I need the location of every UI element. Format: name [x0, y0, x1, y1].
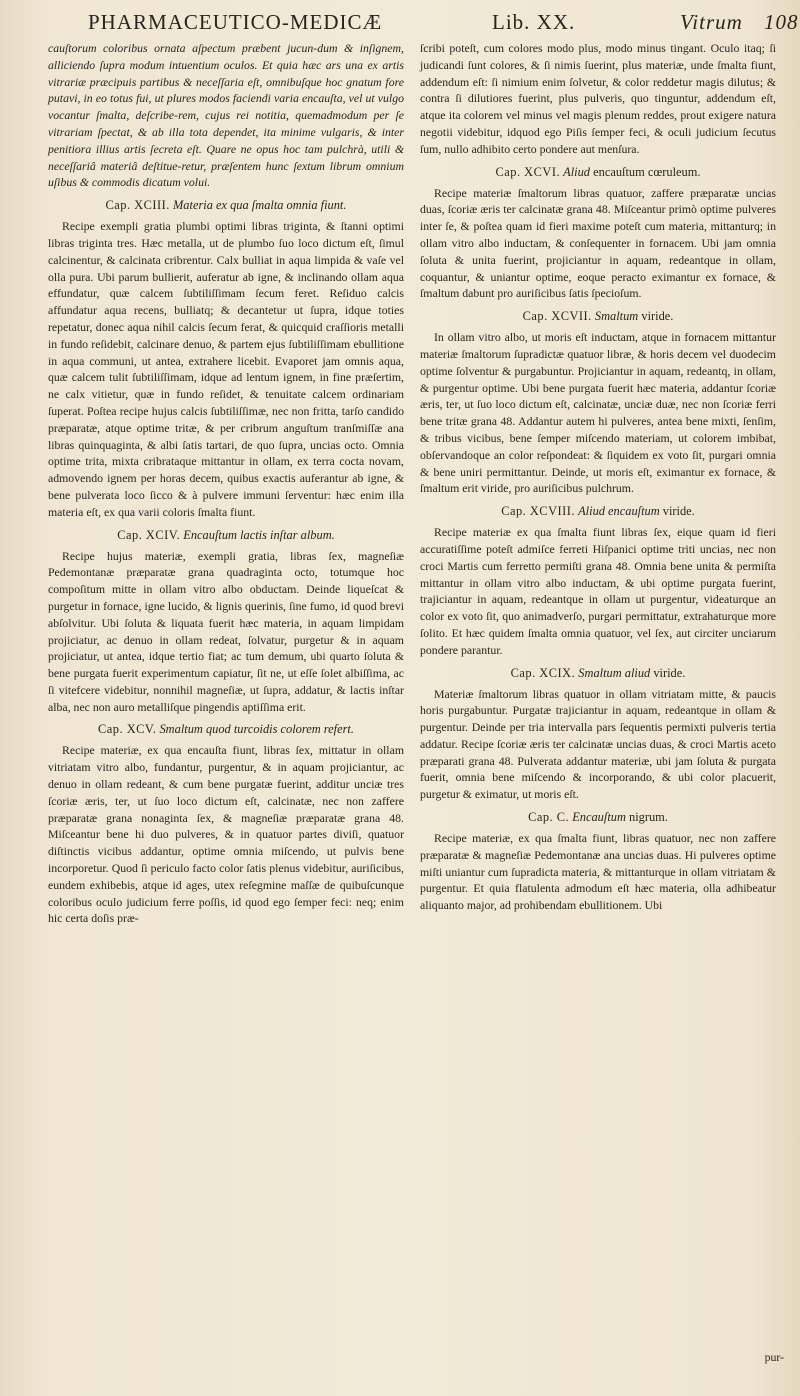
chapter-number: Cap. XCV.: [98, 722, 157, 737]
left-column: [48, 40, 404, 929]
intro-paragraph: cauſtorum coloribus ornata aſpectum præbent jucun-dum & inſignem, alliciendo ſupra modum intuentium oculos. Et quia hæc ars una ex artis vitrariæ præcipuis partibus & neceſſaria eſt, omnibuſque hoc gnatum fore putavi, in eo totus fui, ut plures modos faciendi varia encauſta, vel ut vulgo vocantur ſmalta, deſcribe-rem, cujus rei notitia, quemadmodum per ſe vitrariam ſpectat, & ab illa tota dependet, ita minime vulgaris, & inter penitiora illius artis ſecreta eſt. Quare ne opus hoc tam pulchrà, utili & neceſſariâ materiâ deſtitue-retur, præſentem hunc ſextum librum omnium uſibus & commodis dicatum volui.: [48, 41, 404, 190]
chapter-number: Cap. XCVIII.: [501, 504, 575, 519]
chapter-heading: [420, 503, 776, 520]
chapter-number: Cap. C.: [528, 810, 570, 825]
chapter-text: Recipe materiæ ex qua ſmalta fiunt libras ſex, eique quam id fieri accuratiſſime poteſt admiſce ferreti Hiſpanici optime triti uncias, nec non croci Martis cum ferretto permiſti grana 48. Omnia bene unita & permiſta mittantur in ollam vitro albo inductam, & ubi optime purgata fuerint, trajiciantur in aquam, redeantque in ollam ut purgentur, videaturque an color ex voto ſit, quo animadverſo, purgari permittatur, extrahaturque more ſolito. Et hæc quidem ſmalta omnia quatuor, vel ſex, aut circiter unciarum pondere parantur.: [420, 525, 776, 657]
chapter-number: Cap. XCVI.: [495, 164, 561, 179]
chapter-title-rest: ſmalta omnia fiunt.: [251, 198, 347, 213]
chapter-title: Encauſtum: [183, 527, 237, 542]
chapter-heading: [48, 527, 404, 544]
chapter-title-rest: encauſtum cœruleum.: [593, 164, 701, 179]
chapter-title-rest: lactis inſtar album.: [240, 527, 335, 542]
chapter-title-rest: viride.: [662, 504, 695, 519]
chapter-text: Recipe hujus materiæ, exempli gratia, libras ſex, magneſiæ Pedemontanæ præparatæ grana quadraginta octo, totumque hoc compoſitum mitte in ollam vitro albo obductam. Deinde liqueſcat & purgetur in fornace, igne lucido, & lignis querinis, ſine fumo, id quod brevi abſolvitur. Ubi ſoluta & liquata fuerit hæc materia, in aquam limpidam projiciatur, ac denuo in ollam redeat, ſolvatur, purgetur & in aquam projiciatur, ut antea, idque tertio fiat; ac tum demum, ubi quarto ſoluta & bene purgata fuerit experimentum capiatur, ſit ne, ut eſſe ſolet albiſſima, ac ſi vitefcere videbitur, nonnihil magneſiæ, ut ſupra, addatur, & lactis inſtar alba, nec non auro metalliſque pingendis aptiſſima erit.: [48, 548, 404, 714]
continued-paragraph: ſcribi poteſt, cum colores modo plus, modo minus tingant. Oculo itaq; ſi judicandi ſunt colores, & ſi nimis ſuerint, plus materiæ, unde ſmalta fiunt, addendum eſt: ſi nimium enim ſolvetur, & color reddetur magis dilutus; & contra ſi dilutiores fuerint, plus pulveris, quo tinguntur, addendum eſt, atque ita colorem vel minus vel magis plenum reddes, prout exigere natura negotii videbitur, idquod ego Piſis ſemper feci, & oculi judicium ſecutus ſum, nullo adhibito certo pondere aut menſura.: [420, 41, 776, 156]
chapter-text: Materiæ ſmaltorum libras quatuor in ollam vitriatam mitte, & paucis horis purgabuntur. Purgatæ trajiciantur in aquam, redeantque in ollam & purgentur. Deinde per tria intervalla pars ſequentis permixti pulveris tertia addatur. Recipe ſcoriæ æris ter calcinatæ uncias duas, & croci Martis aceto præparati grana 48. Pulverata addantur materiæ, ubi jam ſoluta & purgata fuerit, omnia bene miſcendo & incorporando, & ubi color placuerit, purgetur & eximatur, ut moris eſt.: [420, 686, 776, 802]
chapter-text: Recipe materiæ, ex qua ſmalta fiunt, libras quatuor, nec non zaffere præparatæ & magneſiæ Pedemontanæ ana uncias duas. Hi pulveres optime miſti uniantur cum ſupradicta materia, & mittanturque in ollam vitriatam & purgentur. Et quia flatulenta admodum eſt hæc materia, olla adhibeatur aliquanto major, ad prohibendam ebullitionem. Ubi: [420, 831, 776, 913]
chapter-number: Cap. XCIX.: [510, 665, 576, 680]
chapter-title-rest: viride.: [653, 665, 686, 680]
chapter-text: In ollam vitro albo, ut moris eſt inductam, atque in fornacem mittantur materiæ ſmaltorum ſupradictæ quatuor libræ, & horis decem vel duodecim optime ſolventur & purgabuntur. Projiciantur in aquam, redeantq, in ollam, & purgentur optime. Ubi bene purgata fuerit hæc materia, addantur ſcoriæ æris, ter, ut ſuo loco dictum eſt, calcinatæ, unciæ duæ, nec non ſcoriæ ferri bene tritæ grana 48. Addantur autem hi pulveres, antea bene mixti, ſenſim, & tribus vicibus, bene ſemper miſcendo materiam, ut colorem imbibat, obſervandoque an color reſpondeat: & ſiquidem ex voto ſit, purgari omnia & bene uniri permittantur. Deinde, ut moris eſt, eximantur ex fornace, & ſmaltum erit viride, pro auriſicibus pulchrum.: [420, 330, 776, 496]
chapter-text: Recipe materiæ ſmaltorum libras quatuor, zaffere præparatæ uncias duas, ſcoriæ æris ter calcinatæ grana 48. Miſceantur primò optime pulveres inter ſe, & poſtea quam id fieri maxime poteſt cum materia, mittanturq; in ollam vitro albo inductam, & conſequenter in fornacem. Ubi jam omnia ſoluta & unita fuerint, projiciantur in aquam, redeantque in ollam, coquantur, & uniantur optime, eoque peracto eximantur ex fornace, & ſmaltum dabunt pro auriſicibus ſatis ſpecioſum.: [420, 185, 776, 301]
page-number: 108: [764, 10, 799, 34]
chapter-title-rest: turcoidis colorem refert.: [233, 722, 354, 737]
chapter-title-rest: viride.: [641, 309, 674, 324]
book-number: Lib. XX.: [492, 10, 576, 34]
chapter-text: Recipe exempli gratia plumbi optimi libras triginta, & ſtanni optimi libras triginta tres. Hæc metalla, ut de plumbo ſuo loco dictum eſt, ſimul calcinentur, & calcinata cribrentur. Calx bulliat in aqua limpida & vaſe vel olla pura. Ubi parum bullierit, auferatur ab igne, & inclinando ollam aqua effundatur, quæ calcem ſubtiliſſimam ſecum feret. Reſiduo calcis affundatur aqua recens, bulliatq; & decantetur ut ſupra, idque toties repetatur, donec aqua nihil calcis ſecum ferat, & quicquid craſſioris metalli in fundo reſidebit, calcinare denuo, & partem ejus ſubtiliſſimam ebullitione in aqua communi, ut antea, extrahere licebit. Evaporet jam omnis aqua, quæ calcem tulit ſubtiliſſimam, idque ad lentum ignem, in fine præſertim, ne calx vitietur, quæ in fundo reſidet, & tenuitate calcem ordinariam ſuperat. Poſtea recipe hujus calcis ſubtiliſſimæ, nec non fritta, tarſo candido præparatæ, atque optime tritæ, & per cribrum anguſtum tranſmiſſæ ana libras quinquaginta, & albi ſatis tartari, de quo ſupra, uncias octo. Omnia optime trita, mixta cribrataque mittantur in ollam, ex terra cocta novam, admovendo ignem per horas decem, quibus exactis auferantur ab igne, & bene pulverata loco ſicco & à pulvere immuni ſerventur: hæc enim illa materia eſt, ex qua varii coloris ſmalta fiunt.: [48, 219, 404, 519]
chapter-heading: [48, 197, 404, 214]
chapter-text: Recipe materiæ, ex qua encauſta fiunt, libras ſex, mittatur in ollam vitriatam vitro albo, fundantur, purgentur, & in aquam projiciantur, ac denuo in ollam redeant, & cum bene purgatæ fuerint, additur unciæ tres ſcoriæ æris, ter, ut ſuo loco dictum eſt, calcinatæ, nec non zaffere præparatæ grana nonaginta ſex, & magneſiæ præparatæ grana 48. Miſceantur bene hi duo pulveres, & in quatuor partes diviſi, quatuor diſtinctis vicibus addantur, optime omnia miſcendo, ut pulvis bene incorporetur. Quod ſi periculo facto color ſatis plenus videbitur, auriſicibus, eundem exhibebis, atque id ages, utex reſegmine maſſæ de quibuſcunque coloribus oculo judicium ferre poſſis, id quod ego ſemper feci: neq; enim hic certa doſis præ-: [48, 743, 404, 926]
chapter-title: Aliud encauſtum: [578, 504, 660, 519]
chapter-title-rest: nigrum.: [629, 810, 668, 825]
section-topic: Vitrum: [680, 10, 743, 34]
running-header: [40, 6, 799, 36]
chapter-title: Aliud: [563, 164, 591, 179]
catchword: pur-: [764, 1350, 784, 1364]
chapter-heading: [48, 721, 404, 738]
right-column: [420, 40, 776, 916]
chapter-number: Cap. XCIII.: [105, 198, 170, 213]
chapter-number: Cap. XCIV.: [117, 527, 181, 542]
chapter-number: Cap. XCVII.: [522, 309, 592, 324]
running-title: PHARMACEUTICO-MEDICÆ: [88, 10, 383, 34]
chapter-heading: [420, 308, 776, 325]
chapter-title: Encauſtum: [572, 810, 626, 825]
chapter-title: Smaltum aliud: [578, 665, 651, 680]
chapter-title: Smaltum quod: [159, 722, 231, 737]
chapter-heading: [420, 164, 776, 181]
chapter-heading: [420, 665, 776, 682]
chapter-title: Smaltum: [594, 309, 639, 324]
chapter-heading: [420, 809, 776, 826]
chapter-title: Materia ex qua: [172, 198, 249, 213]
